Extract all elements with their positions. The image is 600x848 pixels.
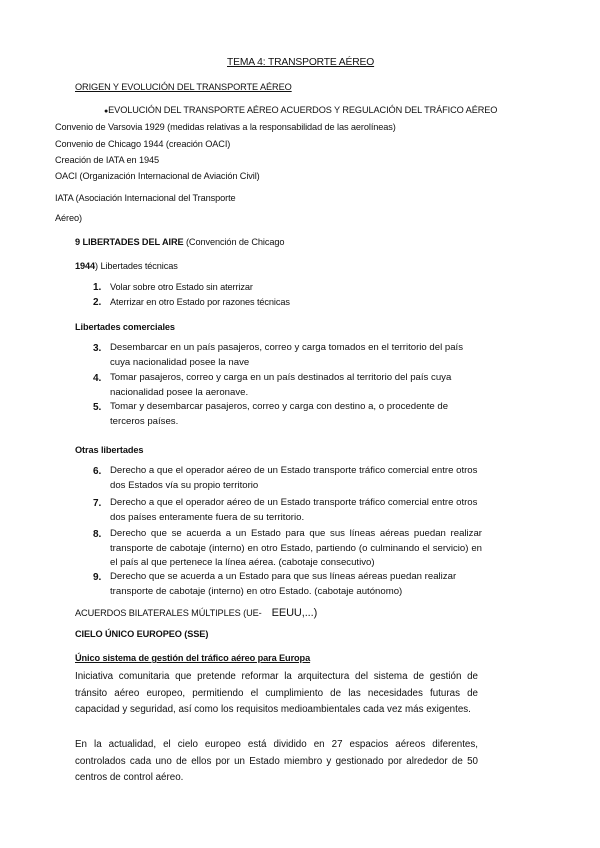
bilateral-suffix: EEUU,...) bbox=[271, 607, 318, 619]
page-title: TEMA 4: TRANSPORTE AÉREO bbox=[227, 57, 375, 68]
list-item: Tomar pasajeros, correo y carga en un país destinados al territorio del país cuya nacionalidad posee la aeronave. bbox=[110, 372, 452, 398]
list-number: 4. bbox=[93, 373, 102, 384]
commercial-heading: Libertades comerciales bbox=[75, 322, 175, 332]
freedoms-heading-2 bbox=[75, 261, 178, 271]
bullet-heading-text: EVOLUCIÓN DEL TRANSPORTE AÉREO ACUERDOS Y REGULACIÓN DEL TRÁFICO AÉREO bbox=[108, 105, 498, 115]
list-item: Tomar y desembarcar pasajeros, correo y carga con destino a, o procedente de terceros países. bbox=[110, 401, 449, 427]
other-heading: Otras libertades bbox=[75, 445, 144, 455]
list-number: 1. bbox=[93, 282, 102, 293]
sse-paragraph-2: En la actualidad, el cielo europeo está dividido en 27 espacios aéreos diferentes, controlados cada uno de ellos por un Estado miembro y gestionado por alrededor de 50 centros de control aéreo. bbox=[75, 739, 478, 783]
sse-heading: CIELO ÚNICO EUROPEO (SSE) bbox=[75, 629, 209, 639]
bullet-icon: ● bbox=[104, 108, 109, 115]
list-number: 2. bbox=[93, 297, 102, 308]
list-item: Derecho a que el operador aéreo de un Estado transporte tráfico comercial entre otros dos Estados vía su propio territorio bbox=[110, 465, 478, 491]
list-item: Derecho que se acuerda a un Estado para que sus líneas aéreas puedan realizar transporte de cabotaje (interno) en otro Estado. (cabotaje autónomo) bbox=[110, 571, 457, 597]
iata-line-2: Aéreo) bbox=[55, 213, 82, 223]
list-item: Derecho que se acuerda a un Estado para que sus líneas aéreas puedan realizar transporte de cabotaje (interno) en otro Estado, partiendo (o culminando el servicio) en el país al que pertenece la línea aérea. (cabotaje consecutivo) bbox=[110, 528, 482, 568]
iata-line-1: IATA (Asociación Internacional del Transporte bbox=[55, 193, 236, 203]
list-number: 6. bbox=[93, 466, 102, 477]
section-heading: ORIGEN Y EVOLUCIÓN DEL TRANSPORTE AÉREO bbox=[75, 82, 292, 92]
freedoms-heading-1 bbox=[75, 237, 284, 247]
list-item: Volar sobre otro Estado sin aterrizar bbox=[110, 282, 253, 292]
list-item: Aterrizar en otro Estado por razones técnicas bbox=[110, 297, 290, 307]
freedoms-heading-rest: (Convención de Chicago bbox=[183, 237, 285, 247]
freedoms-heading-bold: 9 LIBERTADES DEL AIRE bbox=[75, 237, 184, 247]
bullet-heading bbox=[104, 105, 497, 115]
bilateral-agreements bbox=[75, 607, 317, 619]
technical-freedoms-label: ) Libertades técnicas bbox=[95, 261, 178, 271]
list-number: 5. bbox=[93, 402, 102, 413]
list-number: 3. bbox=[93, 343, 102, 354]
list-number: 9. bbox=[93, 572, 102, 583]
history-line-4: OACI (Organización Internacional de Aviación Civil) bbox=[55, 171, 260, 181]
freedoms-year: 1944 bbox=[75, 261, 96, 271]
sse-subheading: Único sistema de gestión del tráfico aéreo para Europa bbox=[75, 653, 311, 663]
history-line-1: Convenio de Varsovia 1929 (medidas relativas a la responsabilidad de las aerolíneas) bbox=[55, 122, 396, 132]
list-number: 7. bbox=[93, 498, 102, 509]
list-item: Derecho a que el operador aéreo de un Estado transporte tráfico comercial entre otros dos países enteramente fuera de su territorio. bbox=[110, 497, 478, 523]
list-item: Desembarcar en un país pasajeros, correo y carga tomados en el territorio del país cuya nacionalidad posee la nave bbox=[110, 342, 464, 368]
sse-paragraph-1: Iniciativa comunitaria que pretende reformar la arquitectura del sistema de gestión de tránsito aéreo europeo, permitiendo el cumplimiento de las necesidades futuras de capacidad y seguridad, así como los requisitos medioambientales cada vez más exigentes. bbox=[75, 671, 478, 715]
history-line-2: Convenio de Chicago 1944 (creación OACI) bbox=[55, 139, 231, 149]
bilateral-prefix: ACUERDOS BILATERALES MÚLTIPLES (UE- bbox=[75, 608, 262, 618]
history-line-3: Creación de IATA en 1945 bbox=[55, 155, 160, 165]
list-number: 8. bbox=[93, 529, 102, 540]
